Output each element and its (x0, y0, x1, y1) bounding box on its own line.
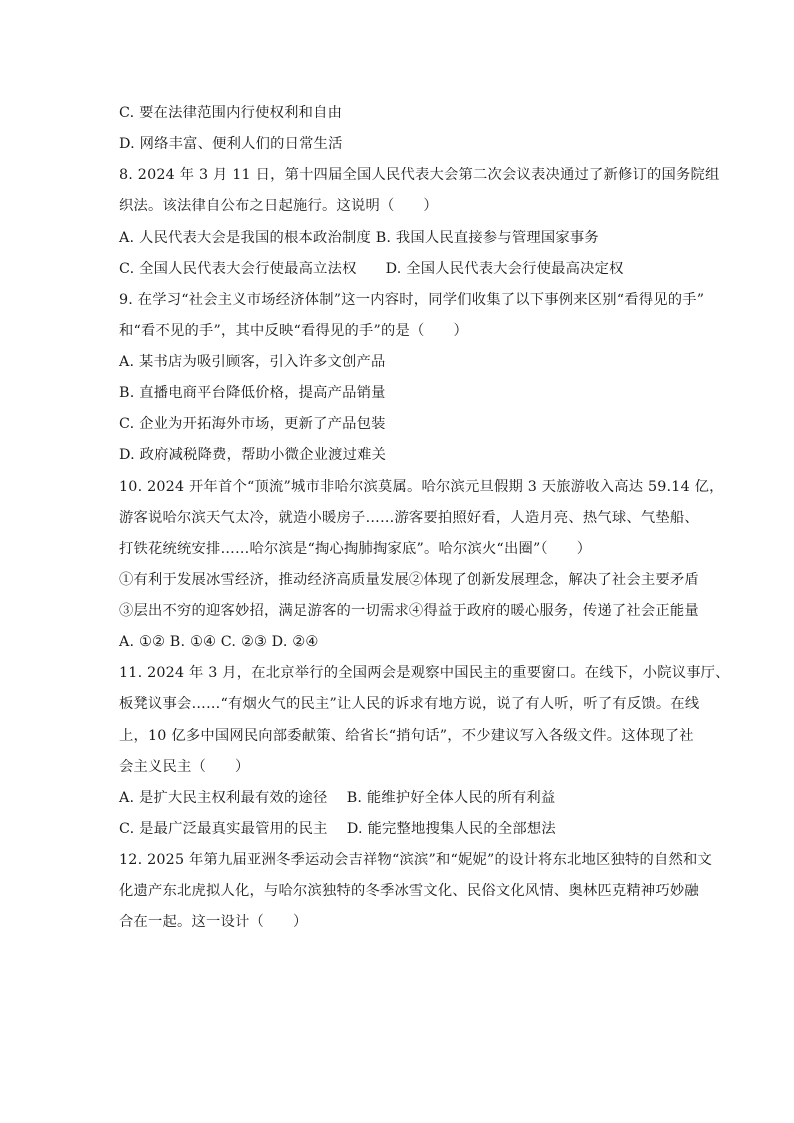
question-8-stem-line-2: 织法。该法律自公布之日起施行。这说明（ ） (119, 198, 438, 214)
question-11-stem-line-2: 板凳议事会……“有烟火气的民主”让人民的诉求有地方说，说了有人听，听了有反馈。在线 (119, 696, 700, 712)
question-10-stem-line-3: 打铁花统统安排……哈尔滨是“掏心掏肺掏家底”。哈尔滨火“出圈”（ ） (119, 541, 592, 557)
question-8-options-ab: A. 人民代表大会是我国的根本政治制度 B. 我国人民直接参与管理国家事务 (119, 230, 599, 246)
question-11-stem-line-3: 上，10 亿多中国网民向部委献策、给省长“捎句话”，不少建议写入各级文件。这体现了社 (119, 728, 694, 744)
question-12-stem-line-3: 合在一起。这一设计（ ） (119, 914, 308, 930)
question-8-stem-line-1: 8. 2024 年 3 月 11 日，第十四届全国人民代表大会第二次会议表决通过了新修订的国务院组 (119, 167, 720, 183)
question-9-option-d: D. 政府减税降费，帮助小微企业渡过难关 (119, 447, 387, 463)
question-11-stem-line-1: 11. 2024 年 3 月，在北京举行的全国两会是观察中国民主的重要窗口。在线下，小院议事厅、 (119, 665, 730, 681)
question-10-stem-line-2: 游客说哈尔滨天气太冷，就造小暖房子……游客要拍照好看，人造月亮、热气球、气垫船、 (119, 510, 699, 526)
option-7d: D. 网络丰富、便利人们的日常生活 (119, 136, 343, 152)
question-9-option-c: C. 企业为开拓海外市场，更新了产品包装 (119, 416, 386, 432)
question-9-option-a: A. 某书店为吸引顾客，引入许多文创产品 (119, 354, 386, 370)
question-10-options: A. ①② B. ①④ C. ②③ D. ②④ (119, 634, 319, 650)
question-12-stem-line-2: 化遗产东北虎拟人化，与哈尔滨独特的冬季冰雪文化、民俗文化风情、奥林匹克精神巧妙融 (119, 883, 699, 899)
question-9-option-b: B. 直播电商平台降低价格，提高产品销量 (119, 385, 386, 401)
question-12-stem-line-1: 12. 2025 年第九届亚洲冬季运动会吉祥物“滨滨”和“妮妮”的设计将东北地区独特的自然和文 (119, 852, 712, 868)
question-9-stem-line-2: 和“看不见的手”，其中反映“看得见的手”的是（ ） (119, 323, 468, 339)
question-8-options-cd: C. 全国人民代表大会行使最高立法权 D. 全国人民代表大会行使最高决定权 (119, 261, 624, 277)
option-7c: C. 要在法律范围内行使权利和自由 (119, 105, 343, 121)
question-10-statements-12: ①有利于发展冰雪经济，推动经济高质量发展②体现了创新发展理念，解决了社会主要矛盾 (119, 572, 699, 588)
question-9-stem-line-1: 9. 在学习“社会主义市场经济体制”这一内容时，同学们收集了以下事例来区别“看得见的手” (119, 292, 705, 308)
question-10-statements-34: ③层出不穷的迎客妙招，满足游客的一切需求④得益于政府的暖心服务，传递了社会正能量 (119, 603, 699, 619)
question-11-options-cd: C. 是最广泛最真实最管用的民主 D. 能完整地搜集人民的全部想法 (119, 821, 556, 837)
question-11-stem-line-4: 会主义民主（ ） (119, 759, 250, 775)
question-11-options-ab: A. 是扩大民主权利最有效的途径 B. 能维护好全体人民的所有利益 (119, 790, 556, 806)
question-10-stem-line-1: 10. 2024 开年首个“顶流”城市非哈尔滨莫属。哈尔滨元旦假期 3 天旅游收入高达 59.14 亿， (119, 479, 724, 495)
